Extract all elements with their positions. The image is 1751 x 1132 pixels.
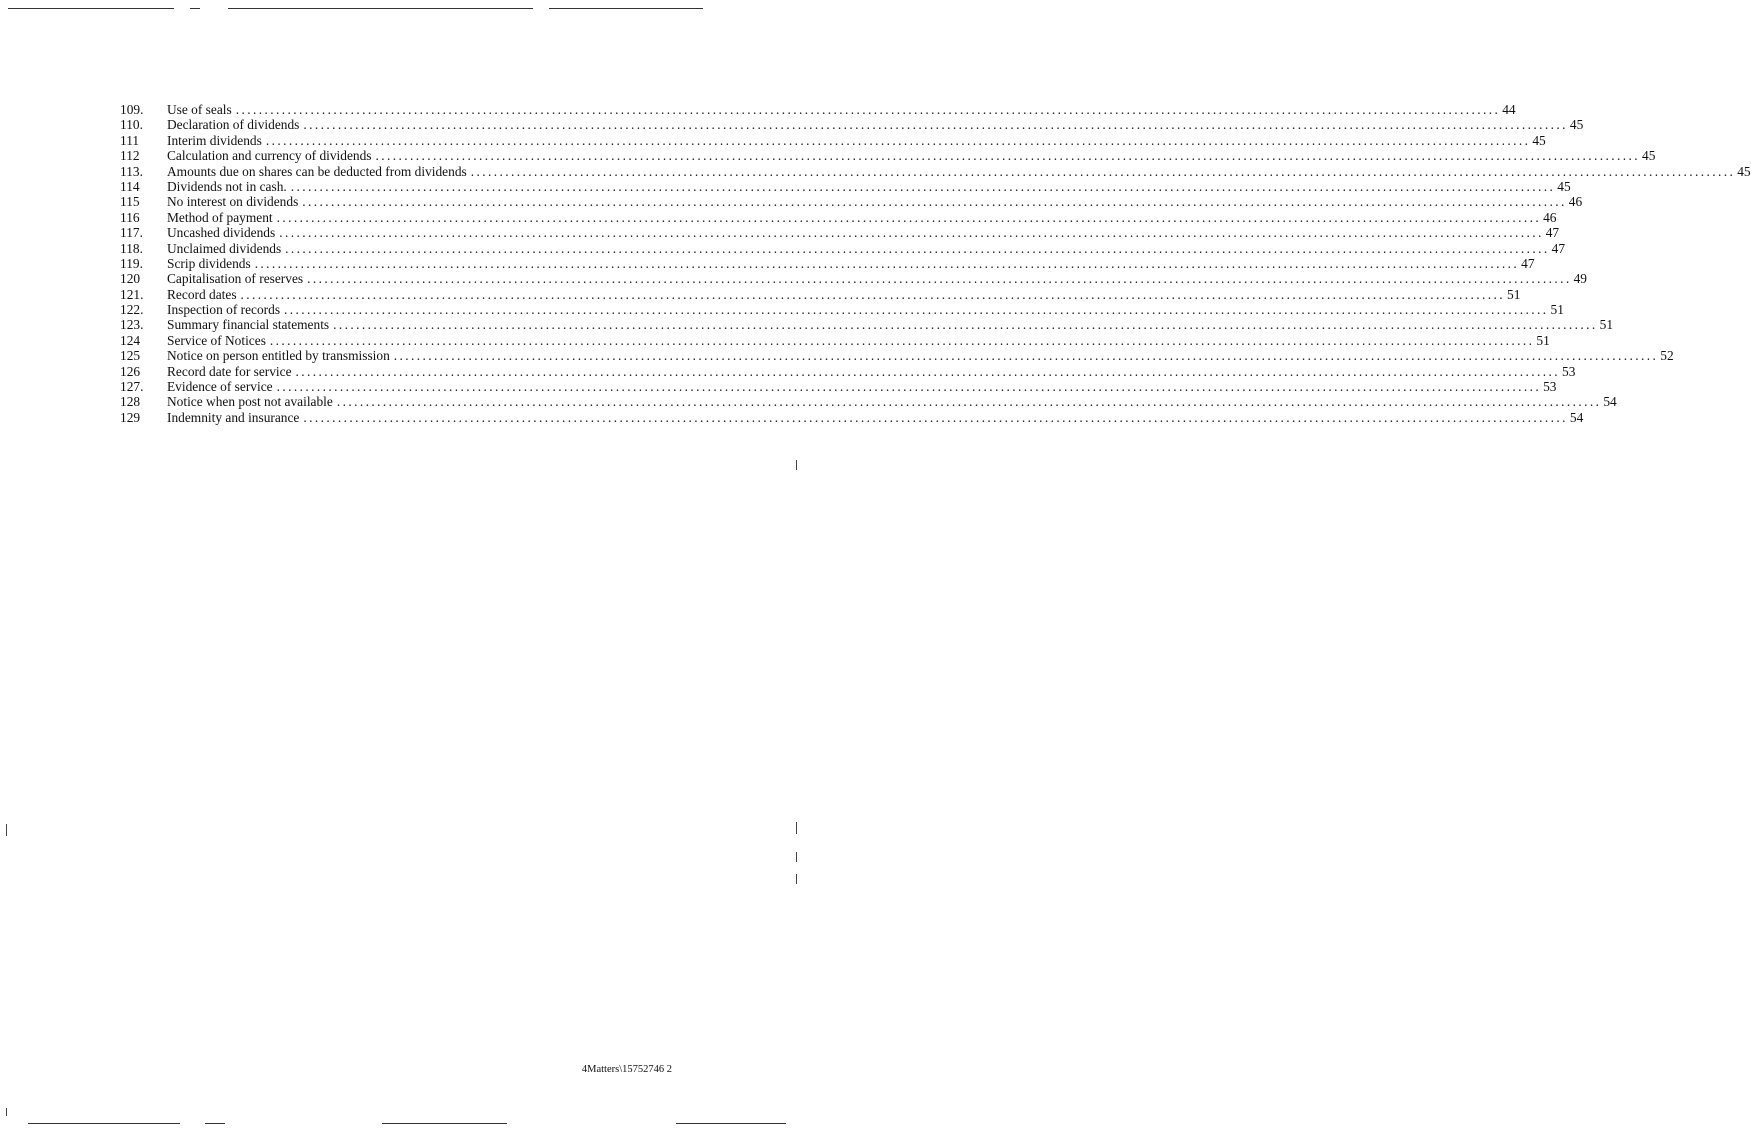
toc-entry-number: 127. [120,379,144,395]
toc-dot-leader: ............................................................................................................................................................................................................................ [333,317,1598,333]
toc-dot-leader: ............................................................................................................................................................................................................................ [269,332,1535,348]
toc-entry-page: 53 [1543,379,1557,395]
toc-entry-number: 117. [120,225,143,241]
top-rule-right [549,8,703,9]
toc-entry-number: 129 [120,409,141,425]
toc-entry-page: 49 [1573,271,1587,287]
toc-dot-leader: ............................................................................................................................................................................................................................ [285,240,1550,256]
toc-entry-number: 124 [120,332,141,348]
toc-entry-page: 54 [1603,394,1617,410]
toc-entry-page: 44 [1502,102,1516,117]
toc-entry-number: 126 [120,363,141,379]
bottom-rule-right [676,1123,786,1124]
toc-entry-title: No interest on dividends [167,194,299,210]
toc-entry-page: 47 [1551,240,1566,256]
right-margin-tick [796,460,797,470]
toc-entry-page: 54 [1569,409,1584,425]
toc-entry-page: 52 [1660,348,1674,364]
toc-entry-title: Amounts due on shares can be deducted from dividends [167,163,467,179]
toc-dot-leader: ............................................................................................................................................................................................................................ [303,117,1568,133]
toc-entry-title: Record date for service [167,363,292,379]
toc-dot-leader: ............................................................................................................................................................................................................................ [254,255,1520,271]
toc-entry [120,209,1557,225]
toc-entry [120,332,1550,348]
toc-dot-leader: ............................................................................................................................................................................................................................ [240,286,1506,302]
toc-entry-title: Calculation and currency of dividends [167,148,372,164]
toc-dot-leader: ............................................................................................................................................................................................................................ [303,409,1568,425]
right-margin-tick [796,874,797,884]
toc-entry [120,317,1614,333]
toc-entry-number: 128 [120,394,141,410]
toc-dot-leader: ............................................................................................................................................................................................................................ [276,209,1542,225]
toc-entry-title: Evidence of service [167,379,273,395]
toc-entry-title: Dividends not in cash. [167,178,287,194]
top-rule-middle [228,8,533,9]
toc-entry-number: 111 [120,132,140,148]
toc-entry [120,225,1560,241]
toc-entry [120,132,1546,148]
toc-entry [120,409,1584,425]
toc-dot-leader: ............................................................................................................................................................................................................................ [295,363,1561,379]
toc-entry-title: Method of payment [167,209,273,225]
right-margin-tick [796,822,797,834]
toc-entry-page: 51 [1507,286,1521,302]
top-rule-left [8,8,174,9]
toc-entry-number: 123. [120,317,144,333]
toc-entry-title: Indemnity and insurance [167,409,300,425]
toc-entry [120,394,1617,410]
toc-entry [120,240,1566,256]
toc-dot-leader: ............................................................................................................................................................................................................................ [470,163,1736,179]
toc-entry [120,255,1535,271]
toc-dot-leader: ............................................................................................................................................................................................................................ [307,271,1572,287]
toc-dot-leader: ............................................................................................................................................................................................................................ [336,394,1602,410]
toc-entry-page: 45 [1532,132,1546,148]
toc-entry-title: Uncashed dividends [167,225,276,241]
toc-dot-leader: ............................................................................................................................................................................................................................ [276,379,1542,395]
bottom-rule-dash [205,1123,225,1124]
toc-entry-page: 45 [1737,163,1751,179]
toc-entry-page: 47 [1521,255,1535,271]
toc-entry [120,271,1587,287]
toc-entry-page: 53 [1562,363,1576,379]
toc-entry [120,117,1584,133]
toc-entry-page: 45 [1557,178,1571,194]
toc-entry-title: Record dates [167,286,237,302]
toc-dot-leader: ............................................................................................................................................................................................................................ [375,148,1640,164]
toc-entry-number: 119. [120,255,143,271]
toc-entry [120,148,1656,164]
toc-entry [120,163,1751,179]
toc-entry-page: 51 [1599,317,1614,333]
toc-dot-leader: ............................................................................................................................................................................................................................ [235,102,1501,117]
toc-entry [120,348,1674,364]
bottom-rule-middle [382,1123,507,1124]
toc-dot-leader: ............................................................................................................................................................................................................................ [279,225,1544,241]
toc-entry-number: 120 [120,271,141,287]
toc-entry-number: 113. [120,163,143,179]
toc-entry-page: 51 [1536,332,1550,348]
toc-entry [120,286,1521,302]
toc-entry-number: 114 [120,178,140,194]
toc-entry-title: Service of Notices [167,332,266,348]
toc-dot-leader: ............................................................................................................................................................................................................................ [393,348,1659,364]
toc-entry-title: Use of seals [167,102,232,117]
toc-entry [120,178,1571,194]
toc-entry [120,379,1557,395]
toc-entry-title: Declaration of dividends [167,117,300,133]
toc-entry-number: 112 [120,148,140,164]
toc-entry-number: 116 [120,209,140,225]
toc-entry-page: 45 [1569,117,1584,133]
toc-entry-title: Inspection of records [167,302,281,318]
toc-entry-number: 121. [120,286,144,302]
toc-entry [120,302,1564,318]
toc-dot-leader: ............................................................................................................................................................................................................................ [302,194,1567,210]
toc-entry-title: Notice on person entitled by transmission [167,348,390,364]
toc-entry-number: 115 [120,194,140,210]
toc-entry-title: Capitalisation of reserves [167,271,304,287]
toc-entry-page: 46 [1543,209,1557,225]
toc-entry [120,102,1516,117]
right-margin-tick [796,852,797,862]
toc-entry-number: 125 [120,348,141,364]
top-rule-tick [190,8,200,9]
toc-entry-number: 122. [120,302,144,318]
toc-entry-page: 45 [1642,148,1656,164]
toc-entry [120,194,1583,210]
toc-entry-title: Notice when post not available [167,394,333,410]
toc-dot-leader: ............................................................................................................................................................................................................................ [265,132,1531,148]
toc-dot-leader: ............................................................................................................................................................................................................................ [284,302,1549,318]
left-margin-tick-bottom [6,1108,7,1116]
toc-entry-page: 47 [1545,225,1560,241]
document-reference: 4Matters\15752746 2 [581,1064,672,1075]
toc-entry-title: Interim dividends [167,132,262,148]
toc-entry-number: 109. [120,102,144,117]
toc-entry-title: Summary financial statements [167,317,330,333]
toc-entry-page: 46 [1568,194,1583,210]
bottom-rule-left [28,1123,180,1124]
toc-entry-number: 110. [120,117,143,133]
toc-entry [120,363,1576,379]
left-margin-tick [6,824,7,836]
toc-entry-title: Scrip dividends [167,255,251,271]
table-of-contents [120,102,1751,425]
toc-entry-page: 51 [1550,302,1564,318]
toc-dot-leader: ............................................................................................................................................................................................................................ [290,178,1556,194]
toc-entry-title: Unclaimed dividends [167,240,282,256]
toc-entry-number: 118. [120,240,143,256]
